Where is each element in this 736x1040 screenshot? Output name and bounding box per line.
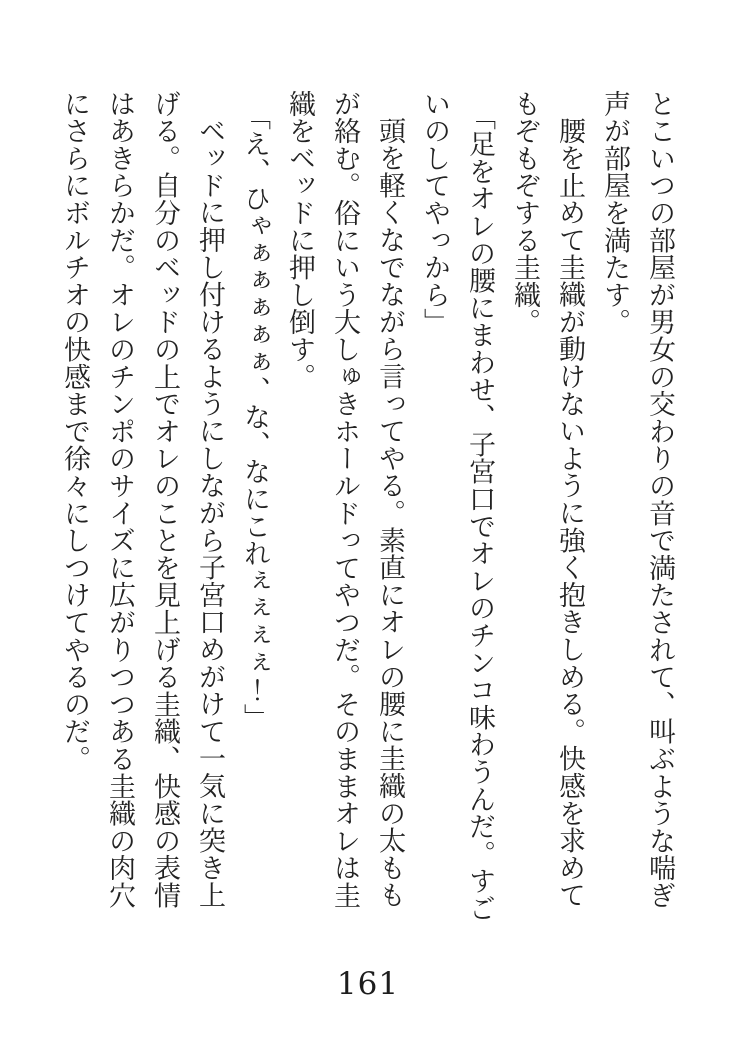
paragraph: とこいつの部屋が男女の交わりの音で満たされて、叫ぶような喘ぎ声が部屋を満たす。 (599, 90, 675, 909)
paragraph: 「え、ひゃぁぁぁぁぁ、な、なにこれぇぇぇぇ！」 (239, 103, 270, 731)
paragraph: 「足をオレの腰にまわせ、子宮口でオレのチンコ味わうんだ。すごいのしてやっから」 (419, 90, 495, 922)
paragraph: 腰を止めて圭織が動けないように強く抱きしめる。快感を求めてもぞもぞする圭織。 (509, 90, 585, 909)
vertical-text-block (52, 90, 682, 932)
page-number: 161 (336, 966, 400, 1002)
paragraph: ベッドに押し付けるようにしながら子宮口めがけて一気に突き上げる。自分のベッドの上でオレのことを見上げる圭織、快感の表情はあきらかだ。オレのチンポのサイズに広がりつつある圭織の肉穴にさらにボルチオの快感まで徐々にしつけてやるのだ。 (59, 90, 225, 909)
paragraph: 頭を軽くなでながら言ってやる。素直にオレの腰に圭織の太ももが絡む。俗にいう大しゅきホールドってやつだ。そのままオレは圭織をベッドに押し倒す。 (284, 90, 405, 909)
